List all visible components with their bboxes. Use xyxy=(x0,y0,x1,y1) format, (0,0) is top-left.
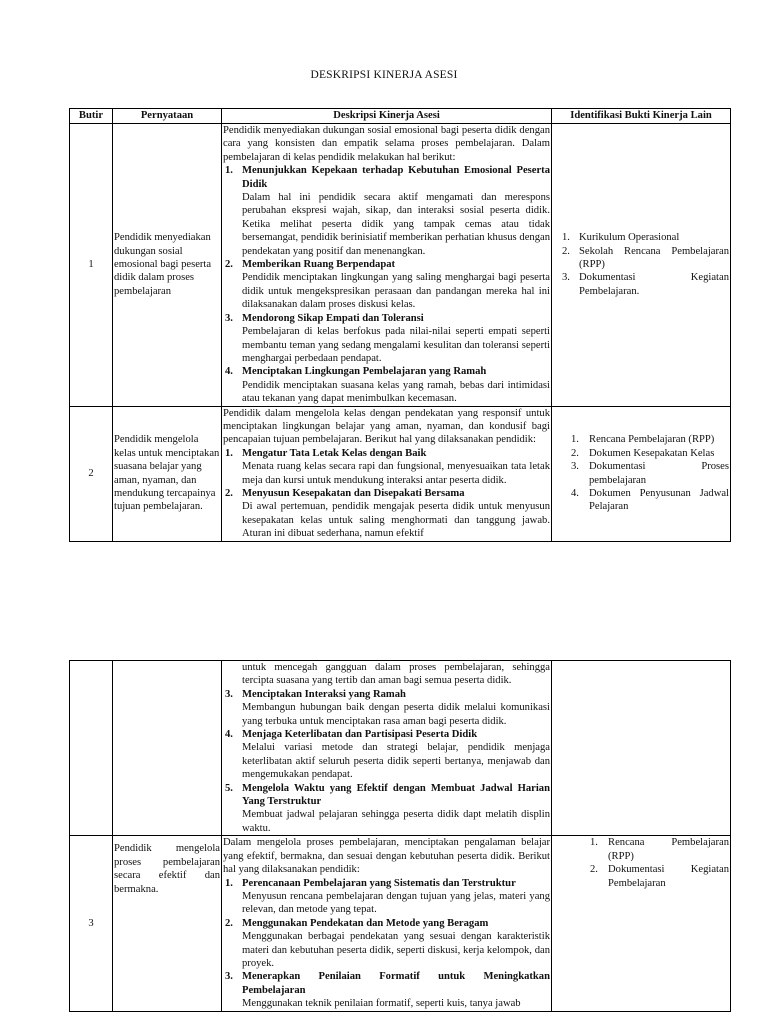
item-description: Menggunakan teknik penilaian formatif, seperti kuis, tanya jawab xyxy=(242,998,521,1010)
item-number: 4. xyxy=(225,366,233,378)
item-description: Pendidik menciptakan suasana kelas yang ramah, bebas dari intimidasi atau tekanan yang dapat menimbulkan kecemasan. xyxy=(242,379,550,405)
item-title: Mendorong Sikap Empati dan Toleransi xyxy=(242,312,424,324)
item-description: Pembelajaran di kelas berfokus pada nilai-nilai seperti empati seperti membantu teman yang sedang mengalami kesulitan dan toleransi seperti menghargai perbedaan pendapat. xyxy=(242,326,550,364)
butir-cell: 3 xyxy=(70,836,113,1011)
deskripsi-item xyxy=(223,164,550,258)
item-title: Menciptakan Lingkungan Pembelajaran yang Ramah xyxy=(242,366,487,378)
document-title: DESKRIPSI KINERJA ASESI xyxy=(310,69,458,81)
deskripsi-item xyxy=(223,688,550,728)
bukti-item xyxy=(553,460,729,487)
bukti-cell xyxy=(552,406,731,541)
item-description: Menata ruang kelas secara rapi dan fungsional, menyesuaikan tata letak meja dan kursi untuk mendukung interaksi antar peserta didik. xyxy=(242,461,550,486)
deskripsi-intro: Dalam mengelola proses pembelajaran, menciptakan pengalaman belajar yang efektif, bermakna, dan sesuai dengan kebutuhan peserta didik. Berikut hal yang dilaksanakan pendidik: xyxy=(223,837,550,876)
header-butir: Butir xyxy=(70,109,113,124)
item-description: Melalui variasi metode dan strategi belajar, pendidik menjaga keterlibatan aktif seluruh peserta didik seperti bertanya, menjawab dan mengemukakan pendapat. xyxy=(242,742,550,781)
item-title: Menyusun Kesepakatan dan Disepakati Bersama xyxy=(242,487,465,499)
deskripsi-intro: Pendidik dalam mengelola kelas dengan pendekatan yang responsif untuk menciptakan lingkungan belajar yang aman, nyaman, dan kondusif bagi pencapaian tujuan pembelajaran. Berikut hal yang dilaksanakan pendidik: xyxy=(223,407,550,446)
bukti-item xyxy=(553,447,729,460)
item-title: Mengatur Tata Letak Kelas dengan Baik xyxy=(242,447,427,459)
bukti-number: 2. xyxy=(562,245,570,257)
item-title: Perencanaan Pembelajaran yang Sistematis dan Terstruktur xyxy=(242,877,516,889)
item-title: Mengelola Waktu yang Efektif dengan Membuat Jadwal Harian Yang Terstruktur xyxy=(242,782,550,808)
bukti-number: 3. xyxy=(571,461,579,473)
bukti-number: 1. xyxy=(571,434,579,446)
pernyataan-cell: Pendidik mengelola kelas untuk menciptakan suasana belajar yang aman, nyaman, dan mendukung tercapainya tujuan pembelajaran. xyxy=(113,406,222,541)
asesi-table-page-1 xyxy=(69,108,731,542)
header-bukti: Identifikasi Bukti Kinerja Lain xyxy=(552,109,731,124)
item-description: Menggunakan berbagai pendekatan yang sesuai dengan karakteristik materi dan kebutuhan peserta didik, seperti diskusi, kerja kelompok, dan proyek. xyxy=(242,931,550,969)
deskripsi-item xyxy=(223,877,550,917)
deskripsi-item xyxy=(223,487,550,541)
deskripsi-item xyxy=(223,782,550,836)
deskripsi-list xyxy=(223,688,550,835)
item-number: 1. xyxy=(225,165,233,177)
item-number: 3. xyxy=(225,688,233,700)
item-title: Menggunakan Pendekatan dan Metode yang Beragam xyxy=(242,917,489,929)
bukti-list xyxy=(553,231,729,298)
item-description: Pendidik menciptakan lingkungan yang saling menghargai bagi peserta didik untuk mengekspresikan perasaan dan pandangan mereka hal ini dilaksanakan dalam proses diskusi kelas. xyxy=(242,272,550,311)
deskripsi-item xyxy=(223,917,550,971)
item-number: 2. xyxy=(225,917,233,929)
bukti-text: Sekolah Rencana Pembelajaran (RPP) xyxy=(579,245,729,271)
deskripsi-cell xyxy=(222,836,552,1011)
table-row xyxy=(70,124,731,407)
bukti-item xyxy=(553,487,729,514)
item-title: Menerapkan Penilaian Formatif untuk Meningkatkan Pembelajaran xyxy=(242,971,550,996)
table-row xyxy=(70,836,731,1011)
item-description: Dalam hal ini pendidik secara aktif mengamati dan merespons perubahan ekspresi wajah, sikap, dan interaksi sosial peserta didik. Ketika melihat peserta didik yang tampak cemas atau tidak bersemangat, pendidik berinisiatif memberikan perhatian khusus dengan pendekatan yang positif dan menenangkan. xyxy=(242,192,550,257)
bukti-text: Kurikulum Operasional xyxy=(579,232,680,244)
item-number: 5. xyxy=(225,782,233,794)
item-number: 2. xyxy=(225,487,233,499)
item-title: Menunjukkan Kepekaan terhadap Kebutuhan Emosional Peserta Didik xyxy=(242,165,550,190)
pernyataan-cell: Pendidik mengelola proses pembelajaran secara efektif dan bermakna. xyxy=(113,836,222,1011)
bukti-item xyxy=(553,863,729,890)
table-row xyxy=(70,406,731,541)
bukti-item xyxy=(553,245,729,272)
item-description: Menyusun rencana pembelajaran dengan tujuan yang jelas, materi yang relevan, dan metode yang tepat. xyxy=(242,890,550,916)
deskripsi-item xyxy=(223,970,550,1010)
bukti-number: 2. xyxy=(571,447,579,459)
header-pernyataan: Pernyataan xyxy=(113,109,222,124)
pernyataan-cell: Pendidik menyediakan dukungan sosial emosional bagi peserta didik dalam proses pembelajaran xyxy=(113,124,222,407)
deskripsi-cell xyxy=(222,124,552,407)
pernyataan-cell xyxy=(113,661,222,836)
item-description: Membangun hubungan baik dengan peserta didik melalui komunikasi yang terbuka untuk menciptakan rasa aman bagi peserta didik. xyxy=(242,702,550,727)
bukti-item xyxy=(553,231,729,244)
continuation-text: untuk mencegah gangguan dalam proses pembelajaran, sehingga tercipta suasana yang tertib dan aman bagi semua peserta didik. xyxy=(242,662,550,687)
item-description: Membuat jadwal pelajaran sehingga peserta didik dapt melatih displin waktu. xyxy=(242,809,550,834)
deskripsi-list xyxy=(223,877,550,1011)
bukti-list xyxy=(553,836,729,890)
bukti-text: Dokumentasi Kegiatan Pembelajaran xyxy=(608,864,729,889)
deskripsi-list xyxy=(223,447,550,541)
item-number: 1. xyxy=(225,877,233,889)
butir-cell: 2 xyxy=(70,406,113,541)
bukti-number: 1. xyxy=(562,232,570,244)
butir-cell: 1 xyxy=(70,124,113,407)
item-title: Menciptakan Interaksi yang Ramah xyxy=(242,688,406,700)
item-number: 2. xyxy=(225,259,233,271)
deskripsi-cell xyxy=(222,661,552,836)
deskripsi-list xyxy=(223,164,550,405)
deskripsi-item xyxy=(223,728,550,782)
bukti-text: Dokumentasi Proses pembelajaran xyxy=(589,461,729,486)
bukti-list xyxy=(553,433,729,513)
bukti-cell xyxy=(552,661,731,836)
item-number: 4. xyxy=(225,729,233,741)
table-row-continuation xyxy=(70,661,731,836)
bukti-text: Dokumen Penyusunan Jadwal Pelajaran xyxy=(589,487,729,513)
bukti-item xyxy=(553,271,729,298)
bukti-number: 3. xyxy=(562,272,570,284)
bukti-item xyxy=(553,836,729,863)
header-deskripsi: Deskripsi Kinerja Asesi xyxy=(222,109,552,124)
item-number: 3. xyxy=(225,312,233,324)
deskripsi-item xyxy=(223,312,550,366)
bukti-text: Dokumentasi Kegiatan Pembelajaran. xyxy=(579,272,729,297)
item-number: 3. xyxy=(225,971,233,983)
bukti-text: Rencana Pembelajaran (RPP) xyxy=(589,434,715,446)
deskripsi-item xyxy=(223,258,550,312)
bukti-text: Dokumen Kesepakatan Kelas xyxy=(589,447,715,459)
bukti-number: 1. xyxy=(590,837,598,849)
bukti-number: 2. xyxy=(590,864,598,876)
deskripsi-item xyxy=(223,365,550,405)
asesi-table-page-2 xyxy=(69,660,731,1012)
bukti-cell xyxy=(552,836,731,1011)
deskripsi-intro: Pendidik menyediakan dukungan sosial emosional bagi peserta didik dengan cara yang konsisten dan empatik selama proses pembelajaran. Dalam pembelajaran di kelas pendidik melakukan hal berikut: xyxy=(223,125,550,163)
item-number: 1. xyxy=(225,447,233,459)
bukti-text: Rencana Pembelajaran (RPP) xyxy=(608,837,729,862)
item-title: Memberikan Ruang Berpendapat xyxy=(242,259,396,271)
table-header-row xyxy=(70,109,731,124)
bukti-number: 4. xyxy=(571,487,579,499)
item-description: Di awal pertemuan, pendidik mengajak peserta didik untuk menyusun kesepakatan kelas untuk saling menghormati dan tanggung jawab. Aturan ini dibuat sederhana, namun efektif xyxy=(242,501,550,540)
butir-cell xyxy=(70,661,113,836)
deskripsi-item xyxy=(223,447,550,487)
bukti-cell xyxy=(552,124,731,407)
deskripsi-cell xyxy=(222,406,552,541)
bukti-item xyxy=(553,433,729,446)
item-title: Menjaga Keterlibatan dan Partisipasi Peserta Didik xyxy=(242,729,478,741)
